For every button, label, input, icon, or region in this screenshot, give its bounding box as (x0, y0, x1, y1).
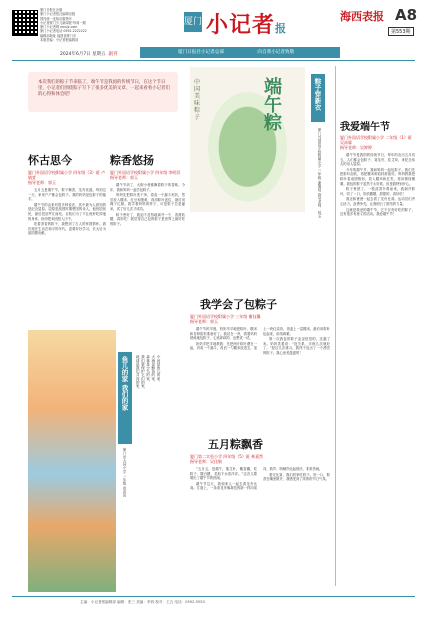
poem-title-box: 鱼儿的家 我们的家 (118, 352, 132, 444)
article-title: 怀古思今 (28, 154, 72, 167)
article-title: 五月粽飘香 (208, 438, 263, 451)
article-teacher: 指导老师：郭玉 (28, 180, 56, 185)
slogan-bar (140, 47, 340, 58)
article-body: 五月五是端午节，粽子飘香，龙舟竞渡。每到这一天，家家户户都会包粽子。我的奶奶是包粽子的能手。 端午节的由来有很多种说法，其中最为人熟知的是纪念屈原。屈原是战国时期楚国的诗人，他忧国忧民，最后投汨罗江而死。百姓们为了不让鱼虾吃掉他的身体，纷纷把米团投入江中。 吃着香香的粽子，我想到了古人的家国情怀。我们现在生活在和平的年代，更要好好学习，长大后为祖国做贡献。 (28, 188, 106, 236)
poem-body: 小河是鱼儿的家， 大海是鲸鱼的家， 森林是小鸟的家， 我们要保护它们的家， 地球是我们共同的家。 (136, 355, 162, 391)
partner-logo: 海西表报 (340, 10, 384, 23)
masthead-area (0, 0, 425, 62)
intro-text: 本次我们的粽子节来临了，端午节是我国的传统节日，在这个节日里，小记者们围绕粽子写下了很多优美的文章，一起来看看小记者们的心得和体会吧！ (38, 80, 170, 98)
page-code: A8 (395, 6, 418, 24)
masthead-title: 小记者报 (206, 12, 288, 38)
artwork-inscription: 中国美味粽子 (194, 79, 201, 121)
article-aiduanwu (340, 118, 415, 593)
article-school: 厦门外国语学校附属小学 二年级（1）班 吴沛霖 (340, 135, 412, 145)
article-body: 端午节是我国的传统节日，每年的农历五月初五，人们都会包粽子、赛龙舟、挂艾草，来纪念伟大的诗人屈原。 今年的端午节，我和妈妈一起包粽子。我们先把粽叶泡软，再把糯米和馅料准备好。妈妈教我把粽叶卷成圆锥形，放入糯米和红枣，再用棉线捆紧。我包的粽子虽然不太好看，但是我特别开心。 粽子煮熟了，一股清香扑鼻而来。我剥开粽叶，咬了一口，软软糯糯，甜甜的，真好吃！ 我还和爸爸一起去看了龙舟比赛。运动员们齐心协力，奋勇争先，让我明白了团结的力量。 这就是我爱的端午节，它不仅有好吃的粽子，还有很多有意义的活动。我爱端午节！ (340, 153, 415, 217)
article-zongxiang (110, 152, 185, 353)
city-badge: 厦门 (184, 12, 202, 32)
header-info: 厦门日报社出版 厦门小记者报社编辑出版 国内统一连续出版物号 小记者厦门少儿新闻报·每周一期 厦门小记者网 xmxjz.com 厦门小记者电话 0592-2222222 编辑部地址 福建省厦门市 本版责编：小记者报编辑部 (40, 8, 87, 43)
article-body: “五月五，是端午，插艾叶，戴香囊，吃粽子，撒白糖，龙船下水喜洋洋。”这首儿歌唱出了端午节的热闹。 端午节这天，我和家人一起去看龙舟比赛。江面上，一条条龙舟像离弦的箭一样向前冲，鼓声、呐喊声此起彼伏，非常热闹。 看完比赛，我们回家吃粽子。咬一口，粽香在嘴里散开，我感受到了浓浓的节日气氛。 (190, 467, 330, 491)
article-school: 厦门第二实验小学 四年级（5）班 林嘉然 (190, 454, 264, 459)
article-body: 端午节的早晨，奶奶早早地把粽叶、糯米和各种馅料准备好了。我站在一旁，看着奶奶熟练地包粽子，心里痒痒的，也想试一试。 奶奶手把手地教我：先把两片粽叶叠在一起，折成一个漏斗，再舀一勺糯米放进去，加上一块红烧肉，再盖上一层糯米，最后用粽叶包起来，用线绑紧。 第一次我包的粽子歪歪扭扭的，还漏了米。奶奶笑着说：“没关系，多练几次就好了。”经过几次练习，我终于包出了一个漂亮的粽子。我心里美滋滋的！ (190, 327, 330, 355)
student-drawing (28, 330, 116, 592)
slogan-right: 向自我小记者致敬 (257, 50, 295, 55)
qr-code[interactable] (12, 10, 38, 36)
article-teacher: 指导老师：郭玉 (190, 319, 218, 324)
article-wuyue (190, 436, 330, 585)
article-school: 厦门外国语学校附属小学 四年级 李明洋 (110, 170, 181, 175)
article-school: 厦门外国语学校附属小学 三年级 谢钰馨 (190, 314, 261, 319)
article-teacher: 指导老师：吴婷婷 (340, 145, 372, 150)
article-title: 我爱端午节 (340, 122, 390, 133)
section-vertical-title: 粽子穿新衣 (311, 74, 325, 122)
zongzi-artwork (190, 67, 305, 212)
issue-number: 第553期 (388, 27, 414, 36)
column-divider (335, 66, 336, 586)
masthead-logo (184, 6, 294, 40)
footer: 主编：小记者报编辑部 编辑：张三 美编：李四 校对：王五 电话：0592-5553 (80, 600, 205, 604)
artwork-caption: 厦门外国语学校附属小学 三年级 谢馨瑶 指导老师：郭玉 (318, 128, 322, 218)
article-teacher: 指导老师：郭玉 (110, 175, 138, 180)
calligraphy-title: 端午粽 (261, 77, 282, 131)
article-title: 我学会了包粽子 (200, 298, 277, 311)
intro-box (28, 72, 178, 112)
article-school: 厦门外国语学校附属小学 四年级（3）班 卢婧萱 (28, 170, 106, 180)
footer-rule (12, 596, 415, 597)
poem-author: 厦门市大同小学 一年级 郑沐萱 (123, 448, 127, 498)
article-baozongzi (190, 296, 330, 445)
article-title: 粽香悠扬 (110, 154, 154, 167)
article-body: 端午节到了，大街小巷都飘着粽子的香味。今年，我和妈妈一起学包粽子。 妈妈先把粽叶洗干净，卷成一个漏斗形状，然后放入糯米、红豆和蛋黄，再用粽叶盖住，最后用绳子扎紧。我学着妈妈的样子，可是粽子总是漏米，试了好几次才成功。 粽子煮好了，我迫不及待地剥开一个，香甜软糯，真好吃！我觉得自己包的粽子是世界上最好吃的粽子。 (110, 183, 185, 226)
article-teacher: 指导老师：吴佳敏 (190, 459, 222, 464)
date-line: 2024年6月7日 星期五 副刊 (60, 52, 118, 57)
slogan-left: 厦门日报社小记者总部 (178, 50, 224, 55)
header-rule (12, 60, 415, 61)
